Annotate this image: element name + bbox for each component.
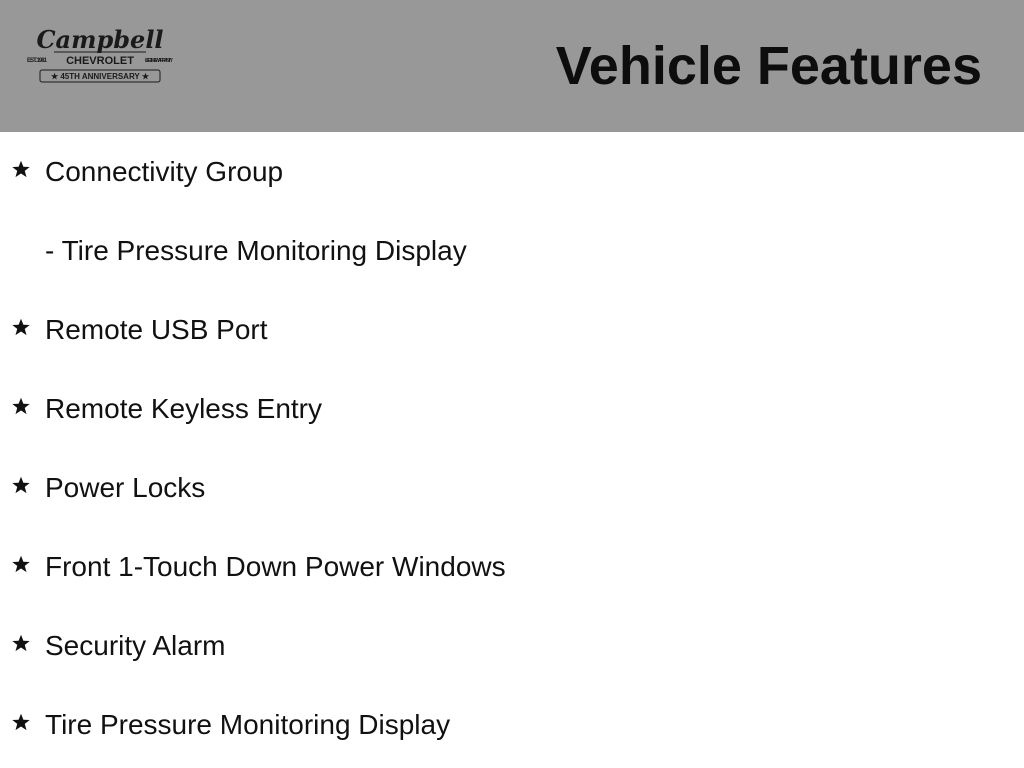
logo-est-text: EST. 1981 bbox=[27, 58, 47, 64]
star-icon bbox=[10, 395, 32, 417]
feature-label: Remote USB Port bbox=[45, 314, 268, 345]
star-icon bbox=[10, 553, 32, 575]
feature-item bbox=[0, 468, 1000, 508]
logo-anniversary-text: ★ 45TH ANNIVERSARY ★ bbox=[50, 72, 150, 81]
feature-item bbox=[0, 547, 1000, 587]
feature-sub-item bbox=[0, 231, 1000, 271]
feature-item bbox=[0, 152, 1000, 192]
logo-warranty-text: LIFETIME WARRANTY bbox=[145, 58, 173, 64]
feature-item bbox=[0, 310, 1000, 350]
feature-label: Security Alarm bbox=[45, 630, 226, 661]
logo-script-text: Campbell bbox=[36, 25, 164, 54]
header-bar bbox=[0, 0, 1024, 132]
feature-label: Front 1-Touch Down Power Windows bbox=[45, 551, 506, 582]
star-icon bbox=[10, 711, 32, 733]
star-icon bbox=[10, 474, 32, 496]
feature-item bbox=[0, 389, 1000, 429]
logo-brand-text: CHEVROLET bbox=[66, 55, 134, 67]
dealer-logo bbox=[24, 22, 176, 90]
feature-label: Remote Keyless Entry bbox=[45, 393, 322, 424]
feature-label: Tire Pressure Monitoring Display bbox=[45, 709, 451, 740]
feature-label: Connectivity Group bbox=[45, 156, 284, 187]
page-title: Vehicle Features bbox=[555, 36, 982, 96]
feature-label: - Tire Pressure Monitoring Display bbox=[45, 235, 467, 266]
feature-label: Power Locks bbox=[45, 472, 206, 503]
star-icon bbox=[10, 316, 32, 338]
feature-item bbox=[0, 626, 1000, 666]
feature-item bbox=[0, 705, 1000, 745]
star-icon bbox=[10, 632, 32, 654]
star-icon bbox=[10, 158, 32, 180]
